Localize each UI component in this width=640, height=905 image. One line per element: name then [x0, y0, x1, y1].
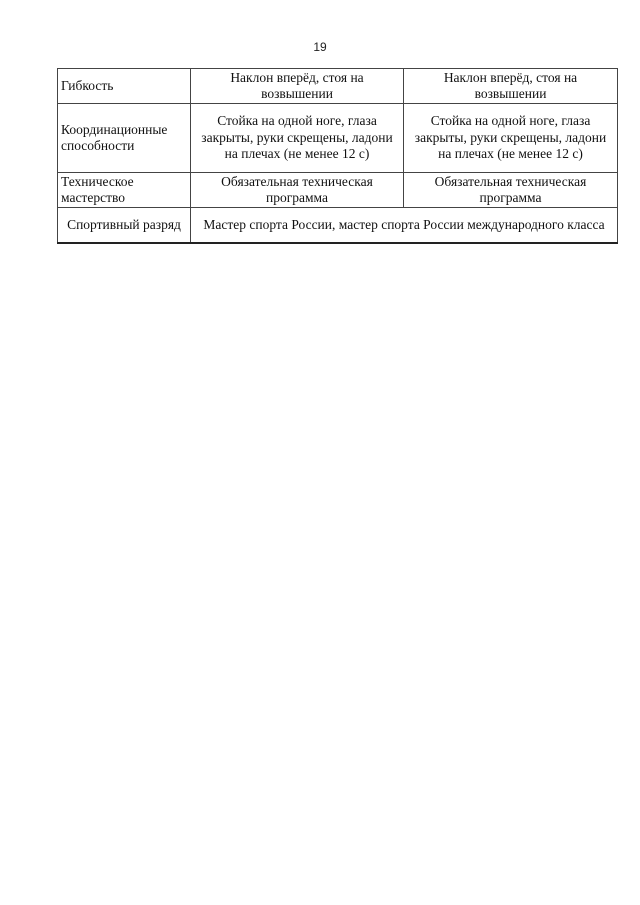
standards-table	[57, 68, 618, 244]
page-number: 19	[313, 40, 327, 54]
row-label-flexibility: Гибкость	[58, 69, 191, 104]
cell-flexibility-col1: Наклон вперёд, стоя на возвышении	[191, 69, 404, 104]
table-row-coordination	[58, 104, 618, 173]
cell-technique-col2: Обязательная техническая программа	[404, 173, 618, 208]
cell-coordination-col1: Стойка на одной ноге, глаза закрыты, руки скрещены, ладони на плечах (не менее 12 с)	[191, 104, 404, 173]
cell-technique-col1: Обязательная техническая программа	[191, 173, 404, 208]
cell-flexibility-col2: Наклон вперёд, стоя на возвышении	[404, 69, 618, 104]
row-label-technique: Техническое мастерство	[58, 173, 191, 208]
cell-coordination-col2: Стойка на одной ноге, глаза закрыты, руки скрещены, ладони на плечах (не менее 12 с)	[404, 104, 618, 173]
cell-sport-rank-merged: Мастер спорта России, мастер спорта России международного класса	[191, 208, 618, 244]
table-row-flexibility	[58, 69, 618, 104]
row-label-sport-rank: Спортивный разряд	[58, 208, 191, 244]
table-row-sport-rank	[58, 208, 618, 244]
row-label-coordination: Координационные способности	[58, 104, 191, 173]
table-row-technique	[58, 173, 618, 208]
